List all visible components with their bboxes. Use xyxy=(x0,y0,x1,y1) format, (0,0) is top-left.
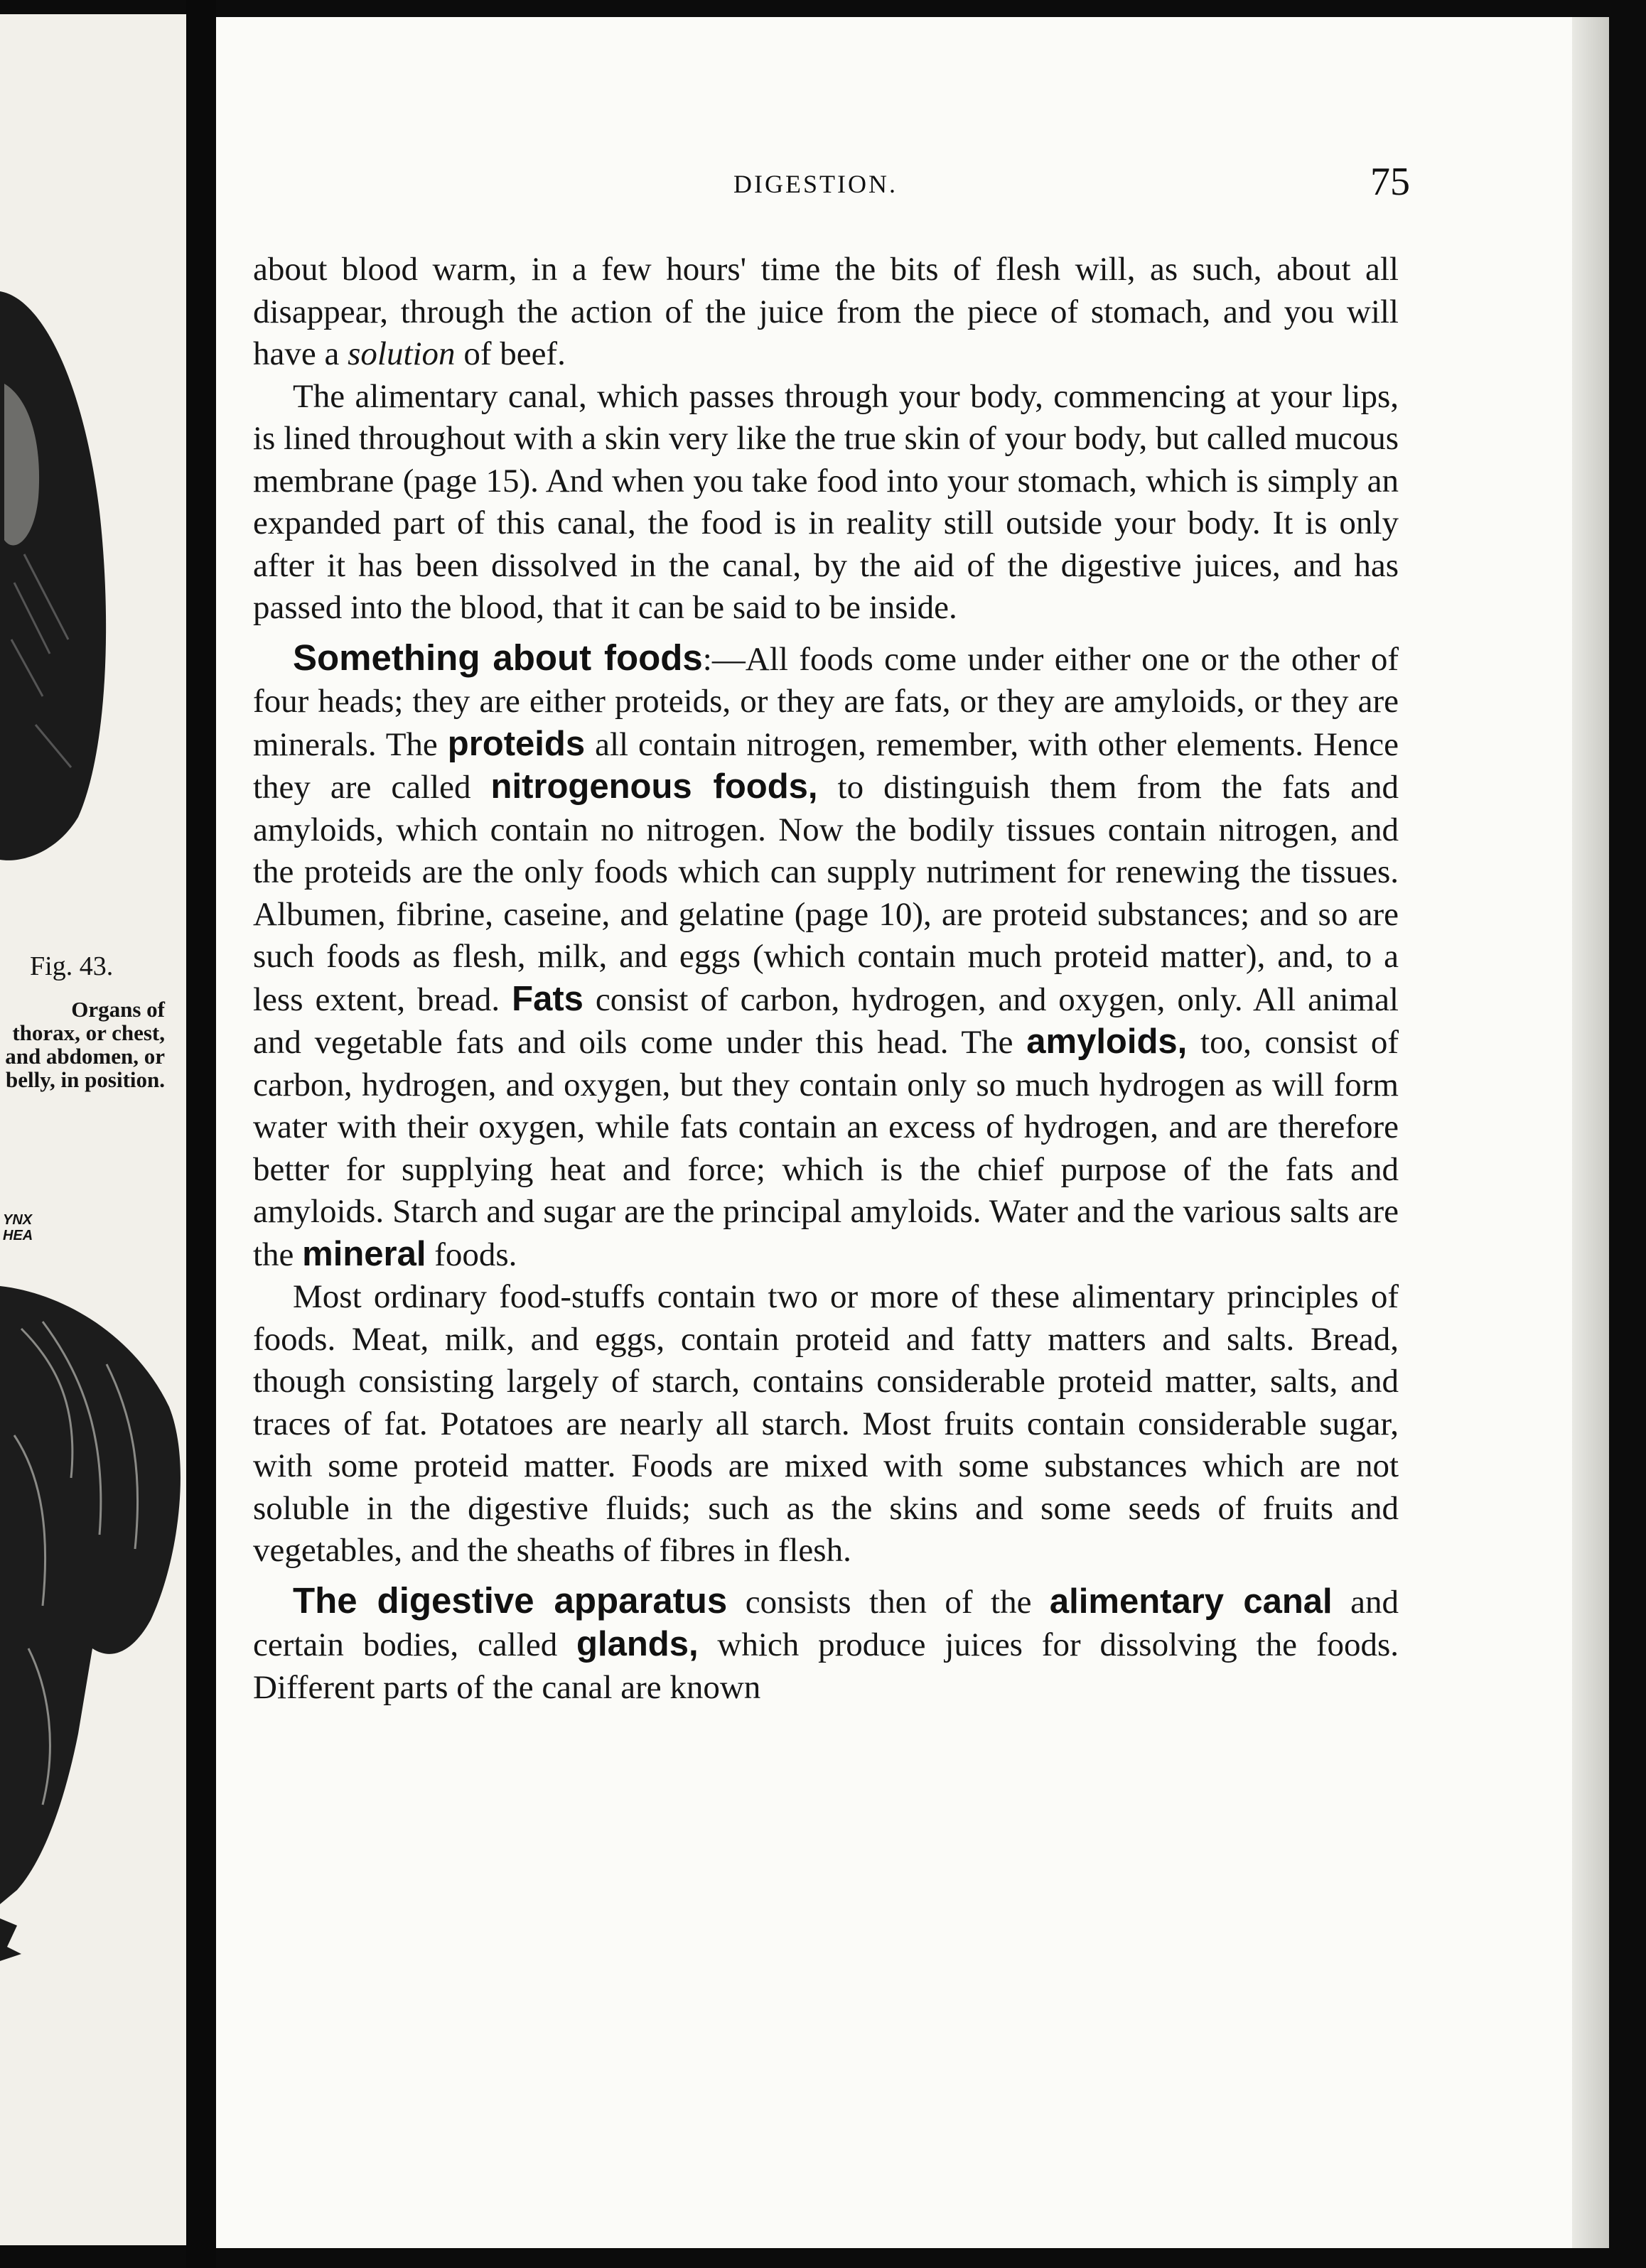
paragraph-5-text-a: consists then of the xyxy=(727,1583,1050,1621)
body-text xyxy=(253,249,1399,1709)
illustration-label-trachea: HEA xyxy=(3,1228,33,1243)
keyword-alimentary-canal: alimentary canal xyxy=(1049,1582,1333,1621)
main-page xyxy=(216,17,1609,2248)
running-head: DIGESTION. xyxy=(733,170,898,198)
paragraph-3-text-e: too, consist of carbon, hydrogen, and oxygen, but they contain only so much hydrogen as will form water with their oxygen, while fats contain an excess of hydrogen, and are therefore better for supplying heat and force; which is the chief purpose of the fats and amyloids. Starch and sugar are the principal amyloids. Water and the various salts are the xyxy=(253,1024,1399,1273)
keyword-fats: Fats xyxy=(512,979,583,1018)
upper-organ-shape xyxy=(0,291,106,860)
figure-caption-text: Organs of thorax, or chest, and abdomen, or belly, in position. xyxy=(5,997,165,1092)
bottom-mark xyxy=(0,1918,21,1961)
figure-label: Fig. 43. xyxy=(30,951,114,981)
paragraph-1-end: of beef. xyxy=(455,335,566,372)
keyword-amyloids: amyloids, xyxy=(1026,1022,1188,1061)
paragraph-1 xyxy=(253,249,1399,376)
paragraph-3-text-b: all contain nitrogen, remember, with other elements. Hence they are called xyxy=(253,725,1399,806)
page-edge-shadow xyxy=(1572,17,1609,2248)
paragraph-5 xyxy=(253,1580,1399,1710)
illustration-label-larynx: YNX xyxy=(3,1212,33,1228)
keyword-nitrogenous-foods: nitrogenous foods, xyxy=(490,767,818,806)
paragraph-5-text-b: and certain bodies, called xyxy=(253,1583,1399,1663)
paragraph-3 xyxy=(253,637,1399,1277)
book-gutter xyxy=(186,0,216,2268)
keyword-mineral: mineral xyxy=(302,1234,426,1273)
keyword-proteids: proteids xyxy=(447,724,586,763)
paragraph-3-text-a: :—All foods come under either one or the other of four heads; they are either proteids, or they are fats, or they are amyloids, or they are minerals. The xyxy=(253,640,1399,763)
paragraph-3-text-c: to distinguish them from the fats and amyloids, which contain no nitrogen. Now the bodily tissues contain nitrogen, and the proteids are the only foods which can supply nutriment for renewing the tissues. Albumen, fibrine, caseine, and gelatine (page 10), are proteid substances; and so are such foods as flesh, milk, and eggs (which contain much proteid matter), and, to a less extent, bread. xyxy=(253,769,1399,1018)
heading-digestive-apparatus: The digestive apparatus xyxy=(293,1580,728,1621)
keyword-glands: glands, xyxy=(576,1625,699,1663)
left-page-fragment xyxy=(0,14,186,2245)
paragraph-1-text: about blood warm, in a few hours' time the bits of flesh will, as such, about all disappear, through the action of the juice from the piece of stomach, and you will have a xyxy=(253,251,1399,372)
italic-solution: solution xyxy=(348,335,456,372)
paragraph-4: Most ordinary food-stuffs contain two or more of these alimentary principles of foods. Meat, milk, and eggs, contain proteid and fatty matters and salts. Bread, though consisting largely of starch, contains considerable proteid matter, salts, and traces of fat. Potatoes are nearly all starch. Most fruits contain considerable sugar, with some proteid matter. Foods are mixed with some substances which are not soluble in the digestive fluids; such as the skins and some seeds of fruits and vegetables, and the sheaths of fibres in flesh. xyxy=(253,1278,1399,1569)
paragraph-3-text-f: foods. xyxy=(426,1236,517,1273)
paragraph-5-text-c: which produce juices for dissolving the foods. Different parts of the canal are known xyxy=(253,1626,1399,1706)
paragraph-2: The alimentary canal, which passes through your body, commencing at your lips, is lined throughout with a skin very like the true skin of your body, but called mucous membrane (page 15). And when you take food into your stomach, which is simply an expanded part of this canal, the food is in reality still outside your body. It is only after it has been dissolved in the canal, by the aid of the digestive juices, and has passed into the blood, that it can be said to be inside. xyxy=(253,377,1399,626)
paragraph-3-text-d: consist of carbon, hydrogen, and oxygen, only. All animal and vegetable fats and oils come under this head. The xyxy=(253,981,1399,1061)
anatomical-illustration xyxy=(0,14,186,2245)
page-number: 75 xyxy=(1370,160,1410,204)
heading-something-about-foods: Something about foods xyxy=(293,637,703,678)
lower-organ-shape xyxy=(0,1286,181,1904)
